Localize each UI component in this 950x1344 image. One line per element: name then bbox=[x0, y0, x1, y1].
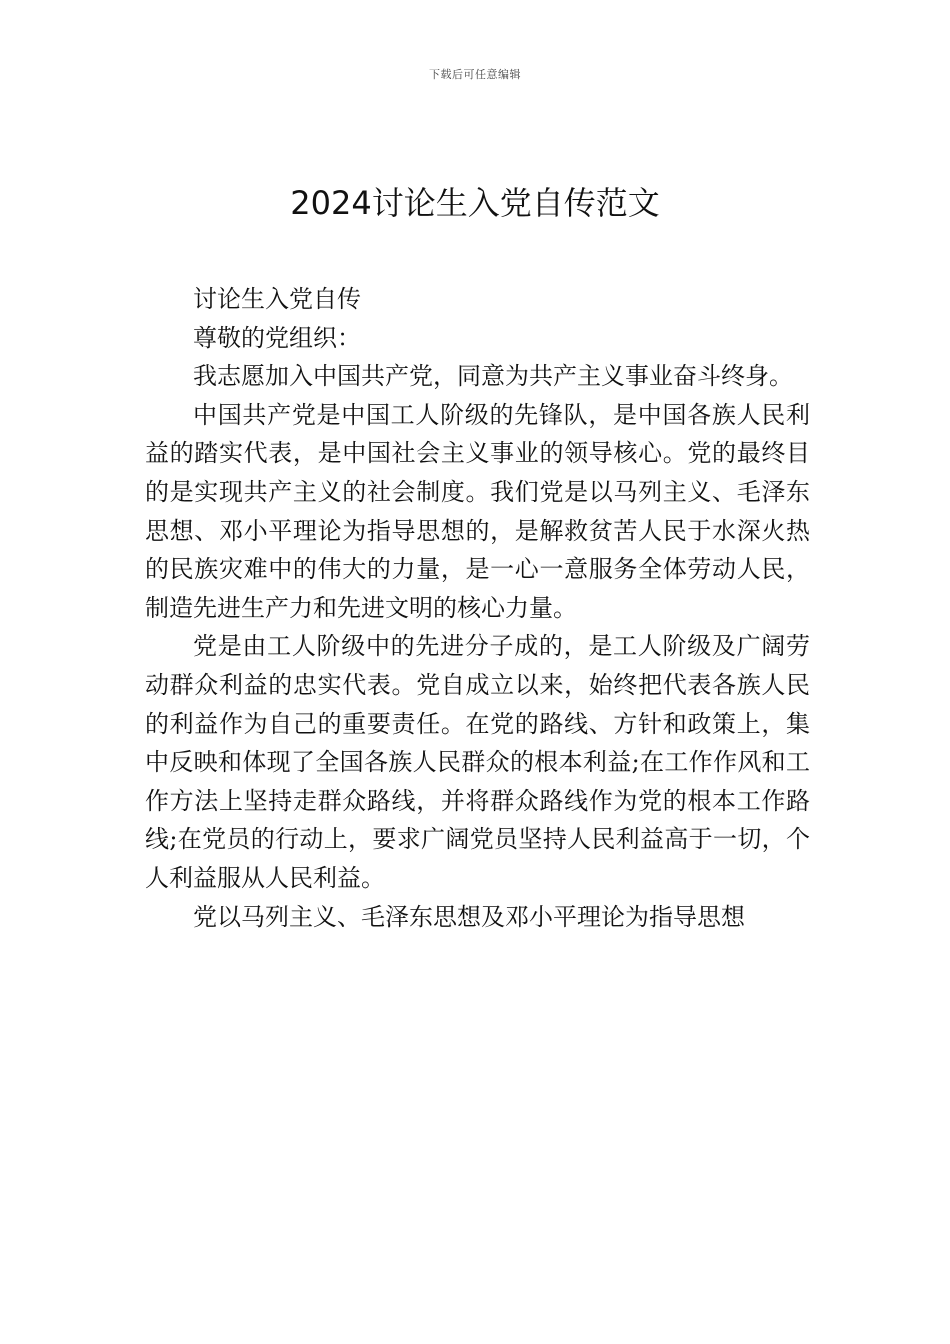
document-title: 2024讨论生入党自传范文 bbox=[290, 184, 660, 222]
paragraph-salutation: 尊敬的党组织： bbox=[193, 323, 361, 352]
document-body bbox=[145, 280, 810, 936]
paragraph: 党是由工人阶级中的先进分子成的，是工人阶级及广阔劳动群众利益的忠实代表。党自成立以来，始终把代表各族人民的利益作为自己的重要责任。在党的路线、方针和政策上，集中反映和体现了全国各族人民群众的根本利益;在工作作风和工作方法上坚持走群众路线，并将群众路线作为党的根本工作路线;在党员的行动上，要求广阔党员坚持人民利益高于一切，个人利益服从人民利益。 bbox=[145, 632, 810, 892]
paragraph: 我志愿加入中国共产党，同意为共产主义事业奋斗终身。 bbox=[193, 362, 793, 391]
paragraph: 党以马列主义、毛泽东思想及邓小平理论为指导思想 bbox=[193, 902, 745, 931]
paragraph-subtitle: 讨论生入党自传 bbox=[193, 285, 361, 313]
paragraph: 中国共产党是中国工人阶级的先锋队，是中国各族人民利益的踏实代表，是中国社会主义事业的领导核心。党的最终目的是实现共产主义的社会制度。我们党是以马列主义、毛泽东思想、邓小平理论为指导思想的，是解救贫苦人民于水深火热的民族灾难中的伟大的力量，是一心一意服务全体劳动人民，制造先进生产力和先进文明的核心力量。 bbox=[145, 400, 810, 622]
page-header: 下载后可任意编辑 bbox=[429, 68, 521, 81]
